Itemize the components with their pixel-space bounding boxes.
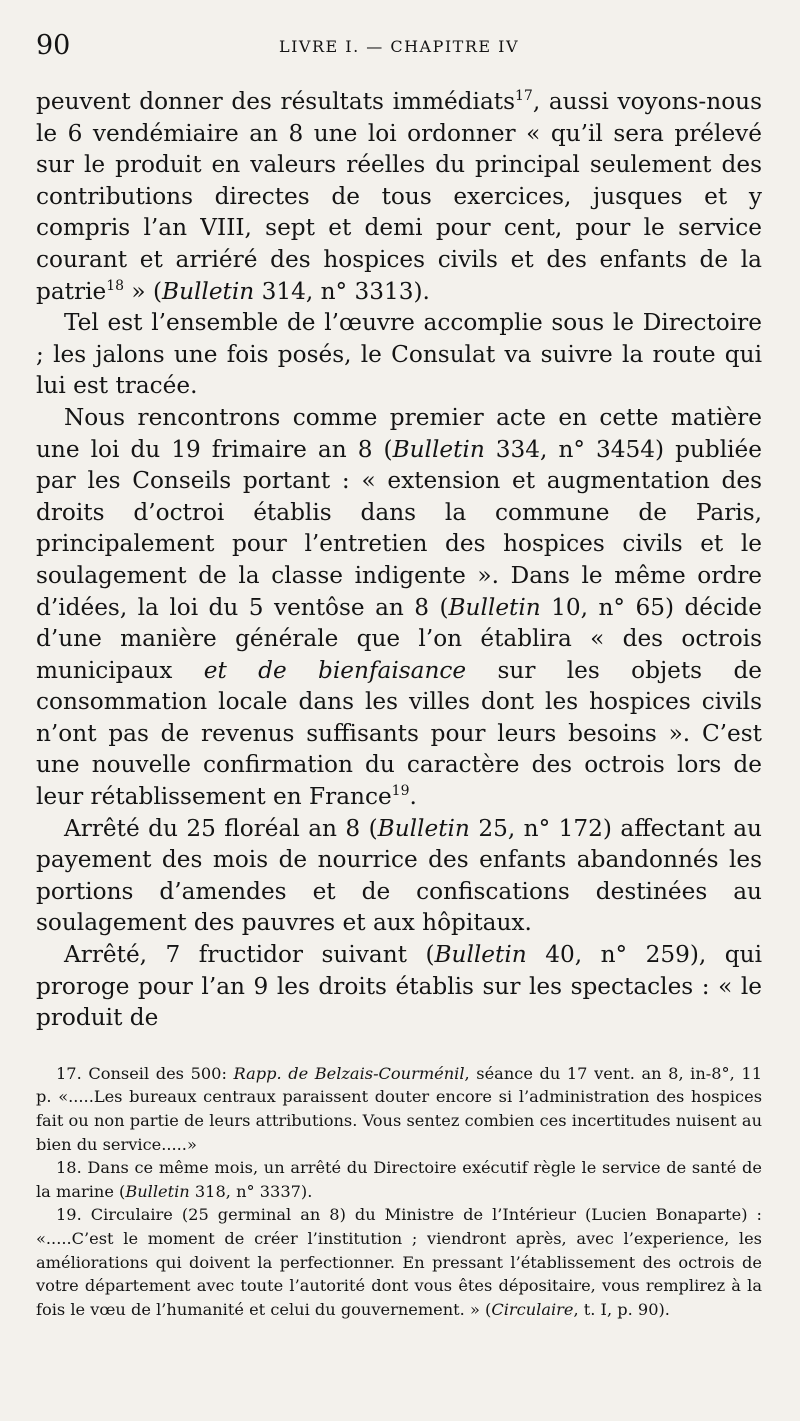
footnote-18: 18. Dans ce même mois, un arrêté du Directoire exécutif règle le service de santé de la marine (Bulletin 318, n° 3337). — [36, 1158, 762, 1201]
paragraph-1: peuvent donner des résultats immédiats$^{17}$, aussi voyons-nous le 6 vendémiaire an 8 une loi ordonner « qu’il sera prélevé sur le produit en valeurs réelles du principal seulement des contributions directes de tous exercices, jusques et y compris l’an VIII, sept et demi pour cent, pour le service courant et arriéré des hospices civils et des enfants de la patrie$^{18}$ » (Bulletin 314, n° 3313). — [36, 88, 762, 305]
running-title: LIVRE I. — CHAPITRE IV — [278, 37, 520, 56]
footnote-separator — [36, 1034, 762, 1052]
footnote-ref-17: 17 — [514, 88, 533, 104]
footnotes — [36, 1062, 762, 1322]
footnote-17: 17. Conseil des 500: Rapp. de Belzais-Courménil, séance du 17 vent. an 8, in-8°, 11 p. «.....Les bureaux centraux paraissent douter encore si l’administration des hospices fait ou non partie de leurs attributions. Vous sentez combien ces incertitudes nuisent au bien du service.....» — [36, 1063, 762, 1154]
footnote-ref-18: 18 — [106, 277, 125, 294]
page-number: 90 — [36, 30, 71, 61]
paragraph-2: Tel est l’ensemble de l’œuvre accomplie sous le Directoire ; les jalons une fois posés, le Consulat va suivre la route qui lui est tracée. — [36, 309, 762, 400]
paragraph-4: Arrêté du 25 floréal an 8 (Bulletin 25, n° 172) affectant au payement des mois de nourrice des enfants abandonnés les portions d’amendes et de confiscations destinées au soulagement des pauvres et aux hôpitaux. — [36, 814, 762, 937]
body-text — [36, 86, 762, 1034]
paragraph-5: Arrêté, 7 fructidor suivant (Bulletin 40, n° 259), qui proroge pour l’an 9 les droits établis sur les spectacles : « le produit de — [36, 941, 762, 1032]
footnote-19: 19. Circulaire (25 germinal an 8) du Ministre de l’Intérieur (Lucien Bonaparte) : «.....C’est le moment de créer l’institution ; viendront après, avec l’experience, les améliorations qui doivent la perfectionner. En pressant l’établissement des octrois de votre département avec toute l’autorité dont vous êtes dépositaire, vous remplirez à la fois le vœu de l’humanité et celui du gouvernement. » (Circulaire, t. I, p. 90). — [36, 1205, 762, 1319]
page-header — [36, 0, 762, 86]
footnote-ref-19: 19 — [391, 783, 410, 800]
paragraph-3: Nous rencontrons comme premier acte en cette matière une loi du 19 frimaire an 8 (Bulletin 334, n° 3454) publiée par les Conseils portant : « extension et augmentation des droits d’octroi établis dans la commune de Paris, principalement pour l’entretien des hospices civils et le soulagement de la classe indigente ». Dans le même ordre d’idées, la loi du 5 ventôse an 8 (Bulletin 10, n° 65) décide d’une manière générale que l’on établira « des octrois municipaux et de bienfaisance sur les objets de consommation locale dans les villes dont les hospices civils n’ont pas de revenus suffisants pour leurs besoins ». C’est une nouvelle confirmation du caractère des octrois lors de leur rétablissement en France$^{19}$. — [36, 403, 763, 811]
